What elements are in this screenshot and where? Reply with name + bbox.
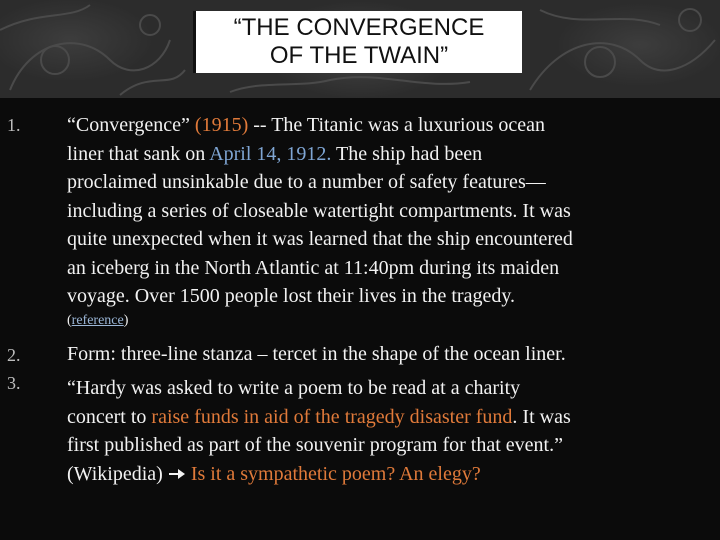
list-number-2: 2.: [7, 345, 21, 365]
item1-text-3: liner that sank on: [67, 142, 210, 165]
title-line-2: OF THE TWAIN”: [269, 42, 449, 69]
item1-text-9: voyage. Over 1500 people lost their lives in the tragedy.: [67, 285, 516, 307]
item1-text-4: The ship had been: [331, 142, 483, 165]
item3-highlight: raise funds in aid of the tragedy disaster fund: [151, 405, 513, 428]
right-arrow-icon: [168, 467, 186, 481]
list-item-2-text: Form: three-line stanza – tercet in the shape of the ocean liner.: [67, 343, 566, 365]
item1-text-8: an iceberg in the North Atlantic at 11:40pm during its maiden: [67, 256, 560, 279]
item1-text-7: quite unexpected when it was learned that the ship encountered: [67, 228, 573, 250]
list-item-1-text: [67, 111, 707, 311]
item1-text-1: “Convergence”: [67, 114, 195, 136]
item3-text-5: (Wikipedia): [67, 462, 168, 485]
list-item-3-text: [67, 374, 707, 488]
item1-text-5: proclaimed unsinkable due to a number of safety features—: [67, 171, 546, 193]
item1-year: (1915): [194, 114, 249, 136]
item1-date: April 14, 1912.: [209, 142, 332, 165]
ref-open-paren: (: [67, 313, 72, 328]
item3-text-1: “Hardy was asked to write a poem to be read at a charity: [67, 377, 521, 399]
item3-text-4: first published as part of the souvenir program for that event.”: [67, 434, 563, 456]
title-line-1: “THE CONVERGENCE: [233, 14, 485, 41]
item3-question: Is it a sympathetic poem? An elegy?: [190, 462, 481, 485]
list-number-3: 3.: [7, 373, 21, 393]
item3-text-3: . It was: [512, 405, 571, 428]
list-number-1: 1.: [7, 115, 21, 135]
reference-note: [67, 313, 128, 329]
item1-text-2: -- The Titanic was a luxurious ocean: [248, 114, 546, 136]
reference-link[interactable]: reference: [71, 313, 124, 328]
ref-close-paren: ): [123, 313, 129, 328]
slide-title: [193, 11, 522, 73]
decorative-header-banner: [0, 0, 720, 98]
item1-text-6: including a series of closeable watertight compartments. It was: [67, 199, 571, 222]
item3-text-2: concert to: [67, 405, 152, 428]
